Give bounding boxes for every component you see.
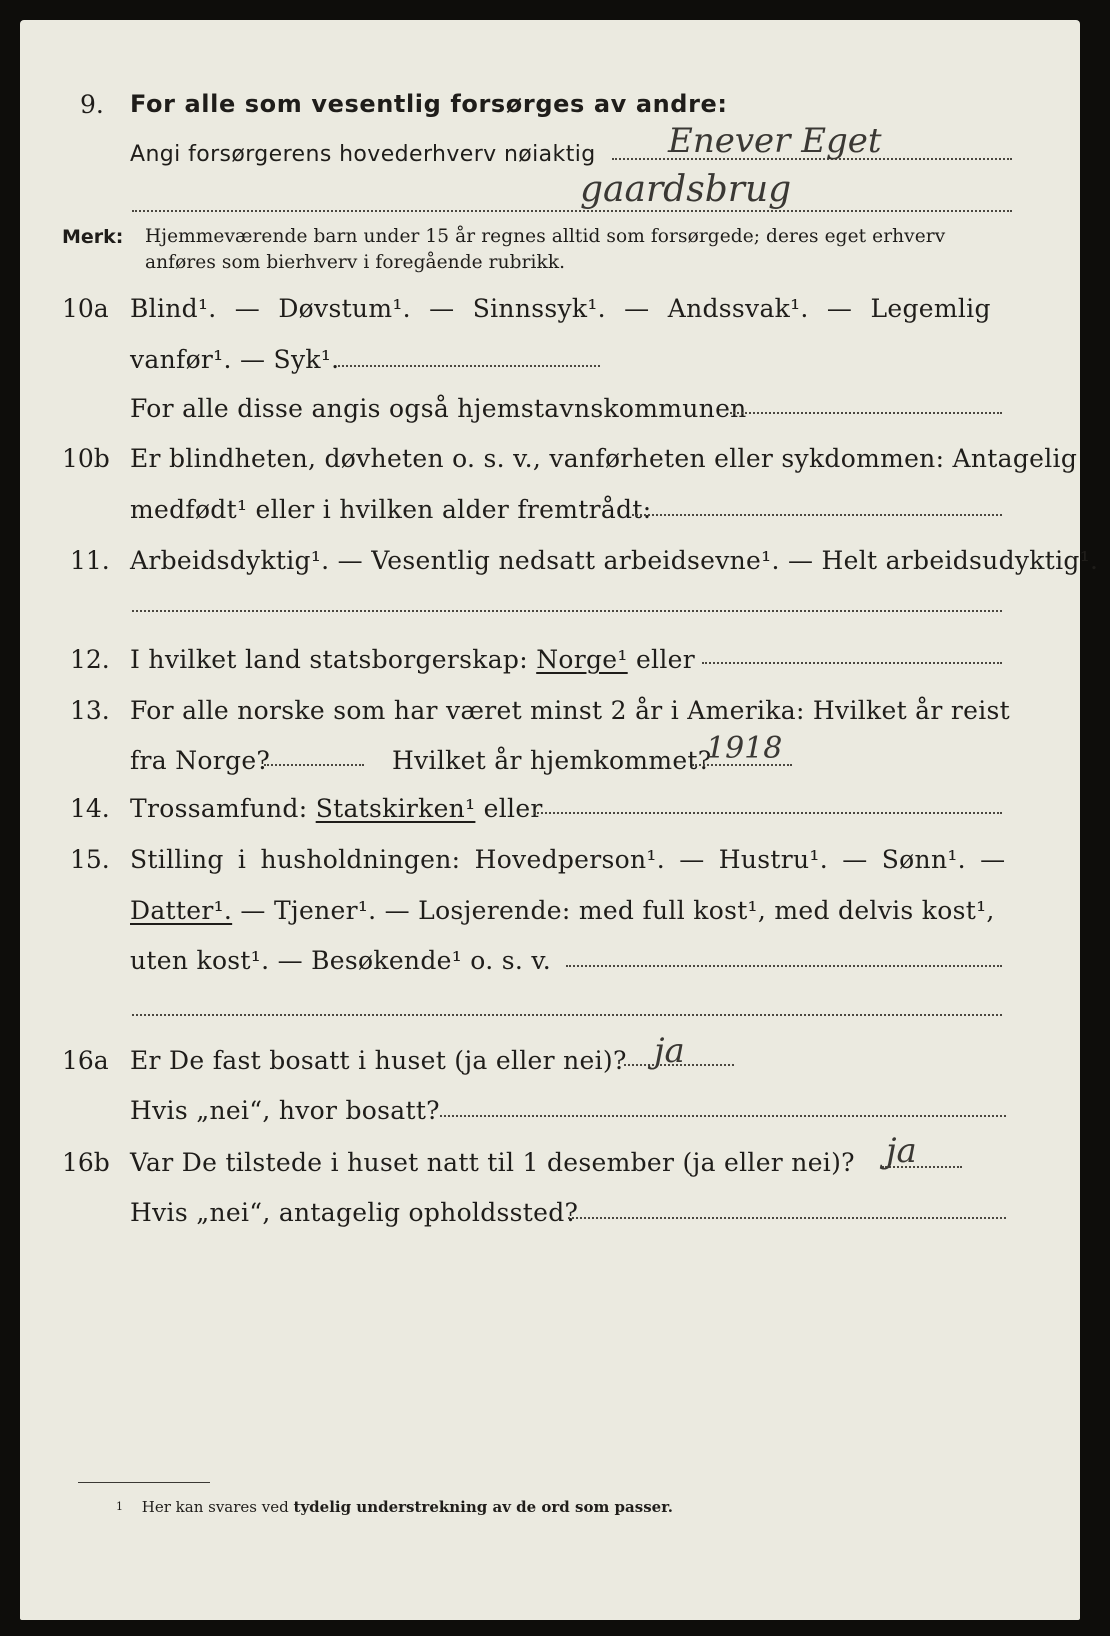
q10a-line-2: vanfør¹. — Syk¹. (130, 345, 340, 374)
q16a-bosatt-line (440, 1115, 1006, 1117)
q14-number: 14. (70, 794, 110, 823)
footnote-bold-text: tydelig understrekning av de ord som passer. (293, 1498, 673, 1516)
q9-handwritten-answer-2: gaardsbrug (580, 169, 792, 210)
q13-line-1: For alle norske som har været minst 2 år i Amerika: Hvilket år reist (130, 696, 1011, 725)
q16b-number: 16b (62, 1148, 110, 1177)
q15-underlined-answer: Datter¹. (130, 896, 233, 925)
q11-number: 11. (70, 546, 110, 575)
q14-prefix: Trossamfund: (130, 794, 308, 823)
footnote-mark: 1 (116, 1500, 123, 1513)
q11-answer-line (132, 610, 1002, 612)
q10a-number: 10a (62, 294, 109, 323)
q9-line: Angi forsørgerens hovederhverv nøiaktig (130, 142, 596, 167)
q10b-line-1: Er blindheten, døvheten o. s. v., vanførheten eller sykdommen: Antagelig (130, 444, 1078, 473)
q16a-handwritten-answer: ja (654, 1031, 685, 1071)
q10b-number: 10b (62, 444, 110, 473)
q15-besokende-line (566, 965, 1002, 967)
census-form-page (20, 20, 1099, 1620)
q15-line-3: uten kost¹. — Besøkende¹ o. s. v. (130, 946, 552, 975)
q12-answer-line (702, 662, 1002, 664)
q16b-handwritten-answer: ja (886, 1131, 917, 1171)
q9-answer-line-2 (132, 210, 1012, 212)
q16b-line-2: Hvis „nei“, antagelig opholdssted? (130, 1198, 579, 1227)
q16a-number: 16a (62, 1046, 109, 1075)
merk-text-2: anføres som bierhverv i foregående rubrikk. (145, 252, 566, 273)
q12-line (130, 647, 695, 672)
q16a-line-2: Hvis „nei“, hvor bosatt? (130, 1096, 440, 1125)
q10b-answer-line (632, 514, 1002, 516)
q16a-line-1: Er De fast bosatt i huset (ja eller nei)? (130, 1046, 627, 1075)
footnote-normal-text: Her kan svares ved (141, 1498, 289, 1516)
merk-text-1: Hjemmeværende barn under 15 år regnes alltid som forsørgede; deres eget erhverv (145, 226, 946, 247)
q10a-line-3: For alle disse angis også hjemstavnskommunen (130, 394, 747, 423)
q13-line-2b: Hvilket år hjemkommet? (392, 746, 712, 775)
q14-answer-line (534, 812, 1002, 814)
q15-number: 15. (70, 845, 110, 874)
merk-label: Merk: (62, 226, 124, 248)
q12-prefix: I hvilket land statsborgerskap: (130, 645, 528, 674)
q9-number: 9. (80, 90, 104, 119)
q15-line-2-rest: — Tjener¹. — Losjerende: med full kost¹, med delvis kost¹, (240, 896, 995, 925)
q10a-hjemstavn-line (730, 412, 1002, 414)
q13-number: 13. (70, 696, 110, 725)
q10b-line-2: medfødt¹ eller i hvilken alder fremtrådt: (130, 495, 652, 524)
q13-handwritten-year: 1918 (706, 731, 783, 766)
q16b-opholdssted-line (568, 1217, 1006, 1219)
q14-suffix: eller (483, 794, 543, 823)
q12-number: 12. (70, 645, 110, 674)
q15-answer-line (132, 1014, 1002, 1016)
q9-heading: For alle som vesentlig forsørges av andre: (130, 90, 728, 118)
q10a-line-1: Blind¹. — Døvstum¹. — Sinnssyk¹. — Andssvak¹. — Legemlig (130, 294, 991, 323)
footnote-rule (78, 1482, 210, 1483)
q11-line: Arbeidsdyktig¹. — Vesentlig nedsatt arbeidsevne¹. — Helt arbeidsudyktig¹. (130, 546, 1099, 575)
q10a-syk-line (338, 365, 600, 367)
q12-underlined-answer: Norge¹ (536, 645, 628, 674)
footnote (116, 1500, 673, 1515)
q15-line-1: Stilling i husholdningen: Hovedperson¹. — Hustru¹. — Sønn¹. — (130, 845, 1006, 874)
q13-reist-line (264, 764, 364, 766)
q16b-line-1: Var De tilstede i huset natt til 1 desember (ja eller nei)? (130, 1148, 855, 1177)
q15-line-2 (130, 898, 995, 923)
q13-line-2a: fra Norge? (130, 746, 271, 775)
q9-handwritten-answer-1: Enever Eget (668, 121, 882, 161)
q14-underlined-answer: Statskirken¹ (315, 794, 476, 823)
q12-suffix: eller (635, 645, 695, 674)
q14-line (130, 796, 543, 821)
